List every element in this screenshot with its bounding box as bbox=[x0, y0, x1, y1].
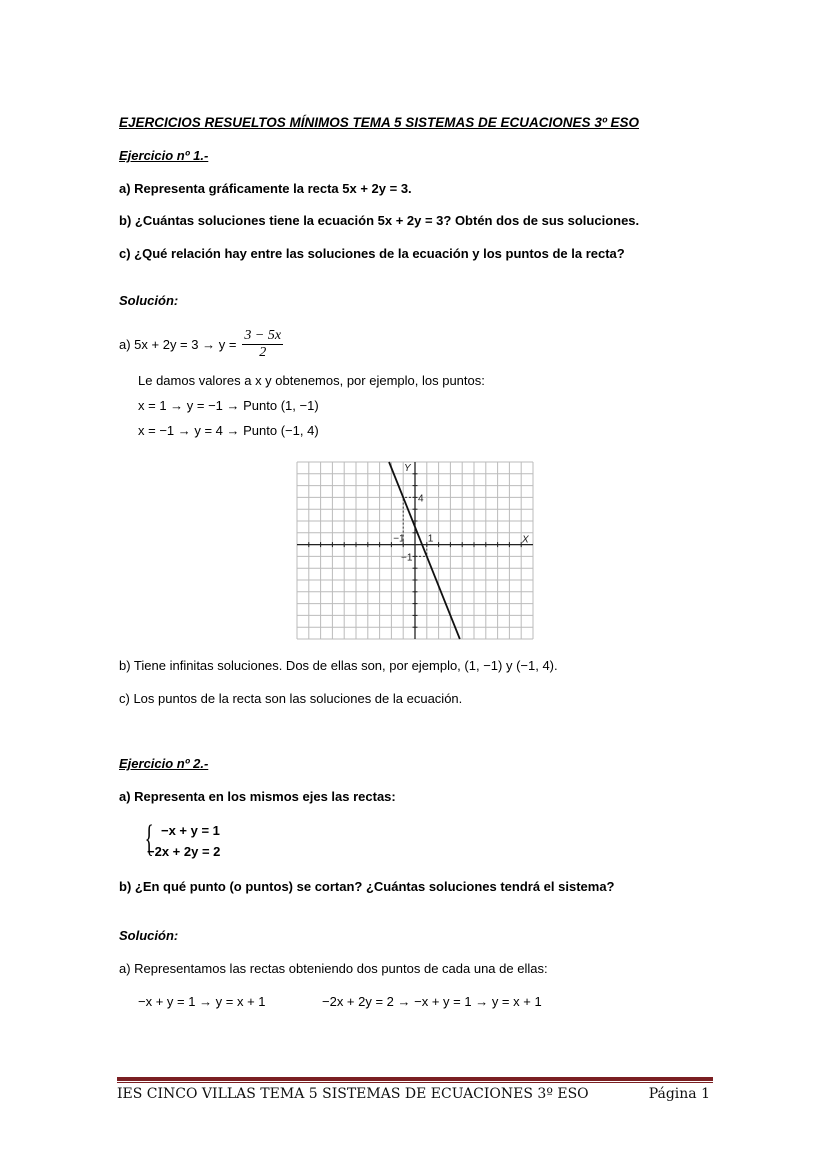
exercise-2-solution-a: a) Representamos las rectas obteniendo dos puntos de cada una de ellas: bbox=[119, 961, 548, 976]
exercise-1-question-c: c) ¿Qué relación hay entre las soluciones de la ecuación y los puntos de la recta? bbox=[119, 246, 625, 261]
point-2: x = −1 → y = 4 → Punto (−1, 4) bbox=[138, 423, 319, 438]
tick-label-y-4: 4 bbox=[418, 493, 424, 505]
solution-line-2: −2x + 2y = 2 → −x + y = 1 → y = x + 1 bbox=[322, 994, 542, 1009]
system-equation-1: −x + y = 1 bbox=[161, 823, 220, 838]
fraction-denominator: 2 bbox=[259, 345, 267, 360]
x-axis-label: X bbox=[522, 534, 529, 546]
solution-line-1: −x + y = 1 → y = x + 1 bbox=[138, 994, 266, 1009]
tick-label-x-neg1: −1 bbox=[393, 533, 405, 545]
page-number: Página 1 bbox=[648, 1086, 710, 1102]
tick-label-y-neg1: −1 bbox=[401, 552, 413, 564]
exercise-1-solution-a bbox=[119, 328, 283, 361]
exercise-1-question-a: a) Representa gráficamente la recta 5x + 2y = 3. bbox=[119, 181, 412, 196]
exercise-1-solution-b: b) Tiene infinitas soluciones. Dos de ellas son, por ejemplo, (1, −1) y (−1, 4). bbox=[119, 658, 558, 673]
system-brace: { bbox=[144, 818, 154, 860]
system-equation-2: −2x + 2y = 2 bbox=[147, 844, 221, 859]
exercise-2-question-b: b) ¿En qué punto (o puntos) se cortan? ¿Cuántas soluciones tendrá el sistema? bbox=[119, 879, 615, 894]
solution-a-text: Le damos valores a x y obtenemos, por ejemplo, los puntos: bbox=[138, 373, 485, 388]
solution-a-equation: a) 5x + 2y = 3 → y = bbox=[119, 337, 237, 352]
point-1: x = 1 → y = −1 → Punto (1, −1) bbox=[138, 398, 319, 413]
line-5x-2y-3 bbox=[389, 462, 460, 639]
exercise-2-solution-heading: Solución: bbox=[119, 928, 179, 943]
line-graph bbox=[296, 461, 536, 643]
footer-left: IES CINCO VILLAS TEMA 5 SISTEMAS DE ECUACIONES 3º ESO bbox=[117, 1086, 589, 1102]
exercise-2-heading: Ejercicio nº 2.- bbox=[119, 756, 209, 771]
tick-label-x-1: 1 bbox=[427, 533, 434, 545]
fraction bbox=[242, 328, 283, 361]
exercise-1-heading: Ejercicio nº 1.- bbox=[119, 148, 209, 163]
footer-rule bbox=[117, 1077, 713, 1081]
exercise-1-solution-heading: Solución: bbox=[119, 293, 179, 308]
exercise-1-question-b: b) ¿Cuántas soluciones tiene la ecuación 5x + 2y = 3? Obtén dos de sus soluciones. bbox=[119, 213, 640, 228]
document-title: EJERCICIOS RESUELTOS MÍNIMOS TEMA 5 SISTEMAS DE ECUACIONES 3º ESO bbox=[119, 115, 640, 130]
fraction-numerator: 3 − 5x bbox=[244, 328, 282, 343]
exercise-2-question-a: a) Representa en los mismos ejes las rectas: bbox=[119, 789, 396, 804]
y-axis-label: Y bbox=[404, 463, 411, 474]
exercise-1-solution-c: c) Los puntos de la recta son las soluciones de la ecuación. bbox=[119, 691, 463, 706]
footer-rule-thin bbox=[117, 1082, 713, 1083]
